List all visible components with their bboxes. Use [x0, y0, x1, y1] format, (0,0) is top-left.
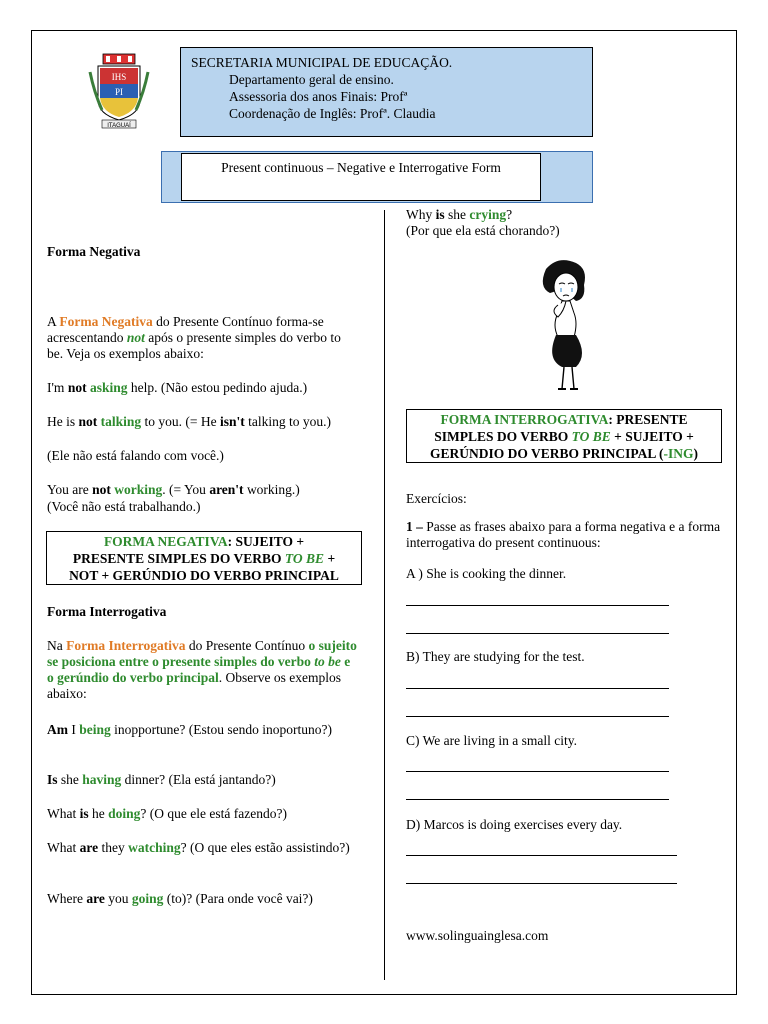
svg-text:IHS: IHS [111, 72, 127, 82]
answer-line-a2[interactable] [406, 633, 669, 634]
interrogative-example-2: Is she having dinner? (Ela está jantando?) [47, 772, 276, 787]
header-box [180, 47, 593, 137]
header-line-1: SECRETARIA MUNICIPAL DE EDUCAÇÃO. [191, 55, 453, 70]
exercise-item-b: B) They are studying for the test. [406, 649, 585, 664]
svg-text:PI: PI [114, 87, 124, 97]
answer-line-c1[interactable] [406, 771, 669, 772]
answer-line-d2[interactable] [406, 883, 677, 884]
interrogative-intro: Na Forma Interrogativa do Presente Contínuo o sujeito se posiciona entre o presente simples do verbo to be e o gerúndio do verbo principal. Observe os exemplos abaixo: [47, 638, 357, 701]
header-line-4: Coordenação de Inglês: Profª. Claudia [229, 106, 436, 121]
exercises-label: Exercícios: [406, 491, 467, 506]
negative-example-3: You are not working. (= You aren't working.) [47, 482, 300, 497]
svg-text:ITAGUAÍ: ITAGUAÍ [107, 123, 131, 129]
exercise-item-d: D) Marcos is doing exercises every day. [406, 817, 623, 832]
exercise-item-c: C) We are living in a small city. [406, 733, 577, 748]
coat-of-arms-logo [88, 52, 150, 130]
interrogative-example-1: Am I being inopportune? (Estou sendo inoportuno?) [47, 722, 332, 737]
interrogative-heading: Forma Interrogativa [47, 604, 167, 619]
interrogative-example-4: What are they watching? (O que eles estão assistindo?) [47, 840, 350, 855]
worksheet-title: Present continuous – Negative e Interrogative Form [181, 153, 541, 201]
why-example-translation: (Por que ela está chorando?) [406, 223, 560, 238]
negative-heading: Forma Negativa [47, 244, 141, 259]
exercise-item-a: A ) She is cooking the dinner. [406, 566, 567, 581]
negative-rule-box: FORMA NEGATIVA: SUJEITO + PRESENTE SIMPLES DO VERBO TO BE + NOT + GERÚNDIO DO VERBO PRINCIPAL [46, 531, 362, 585]
crying-woman-illustration [528, 255, 600, 395]
exercise-instruction: 1 – Passe as frases abaixo para a forma negativa e a forma interrogativa do present continuous: [406, 519, 721, 550]
title-frame [161, 151, 593, 203]
answer-line-b2[interactable] [406, 716, 669, 717]
answer-line-d1[interactable] [406, 855, 677, 856]
answer-line-c2[interactable] [406, 799, 669, 800]
header-line-3: Assessoria dos anos Finais: Profª [229, 89, 408, 104]
answer-line-a1[interactable] [406, 605, 669, 606]
negative-example-2: He is not talking to you. (= He isn't talking to you.) [47, 414, 332, 429]
answer-line-b1[interactable] [406, 688, 669, 689]
interrogative-example-3: What is he doing? (O que ele está fazendo?) [47, 806, 287, 821]
header-line-2: Departamento geral de ensino. [229, 72, 394, 87]
interrogative-example-5: Where are you going (to)? (Para onde você vai?) [47, 891, 313, 906]
negative-intro: A Forma Negativa do Presente Contínuo forma-se acrescentando not após o presente simples do verbo to be. Veja os exemplos abaixo: [47, 314, 341, 361]
website-link[interactable]: www.solinguainglesa.com [406, 928, 549, 943]
negative-example-1: I'm not asking help. (Não estou pedindo ajuda.) [47, 380, 308, 395]
negative-example-3-translation: (Você não está trabalhando.) [47, 499, 201, 514]
column-divider [384, 210, 385, 980]
negative-example-2-translation: (Ele não está falando com você.) [47, 448, 224, 463]
why-example: Why is she crying? [406, 207, 513, 222]
interrogative-rule-box: FORMA INTERROGATIVA: PRESENTE SIMPLES DO VERBO TO BE + SUJEITO + GERÚNDIO DO VERBO PRINCIPAL (-ING) [406, 409, 722, 463]
